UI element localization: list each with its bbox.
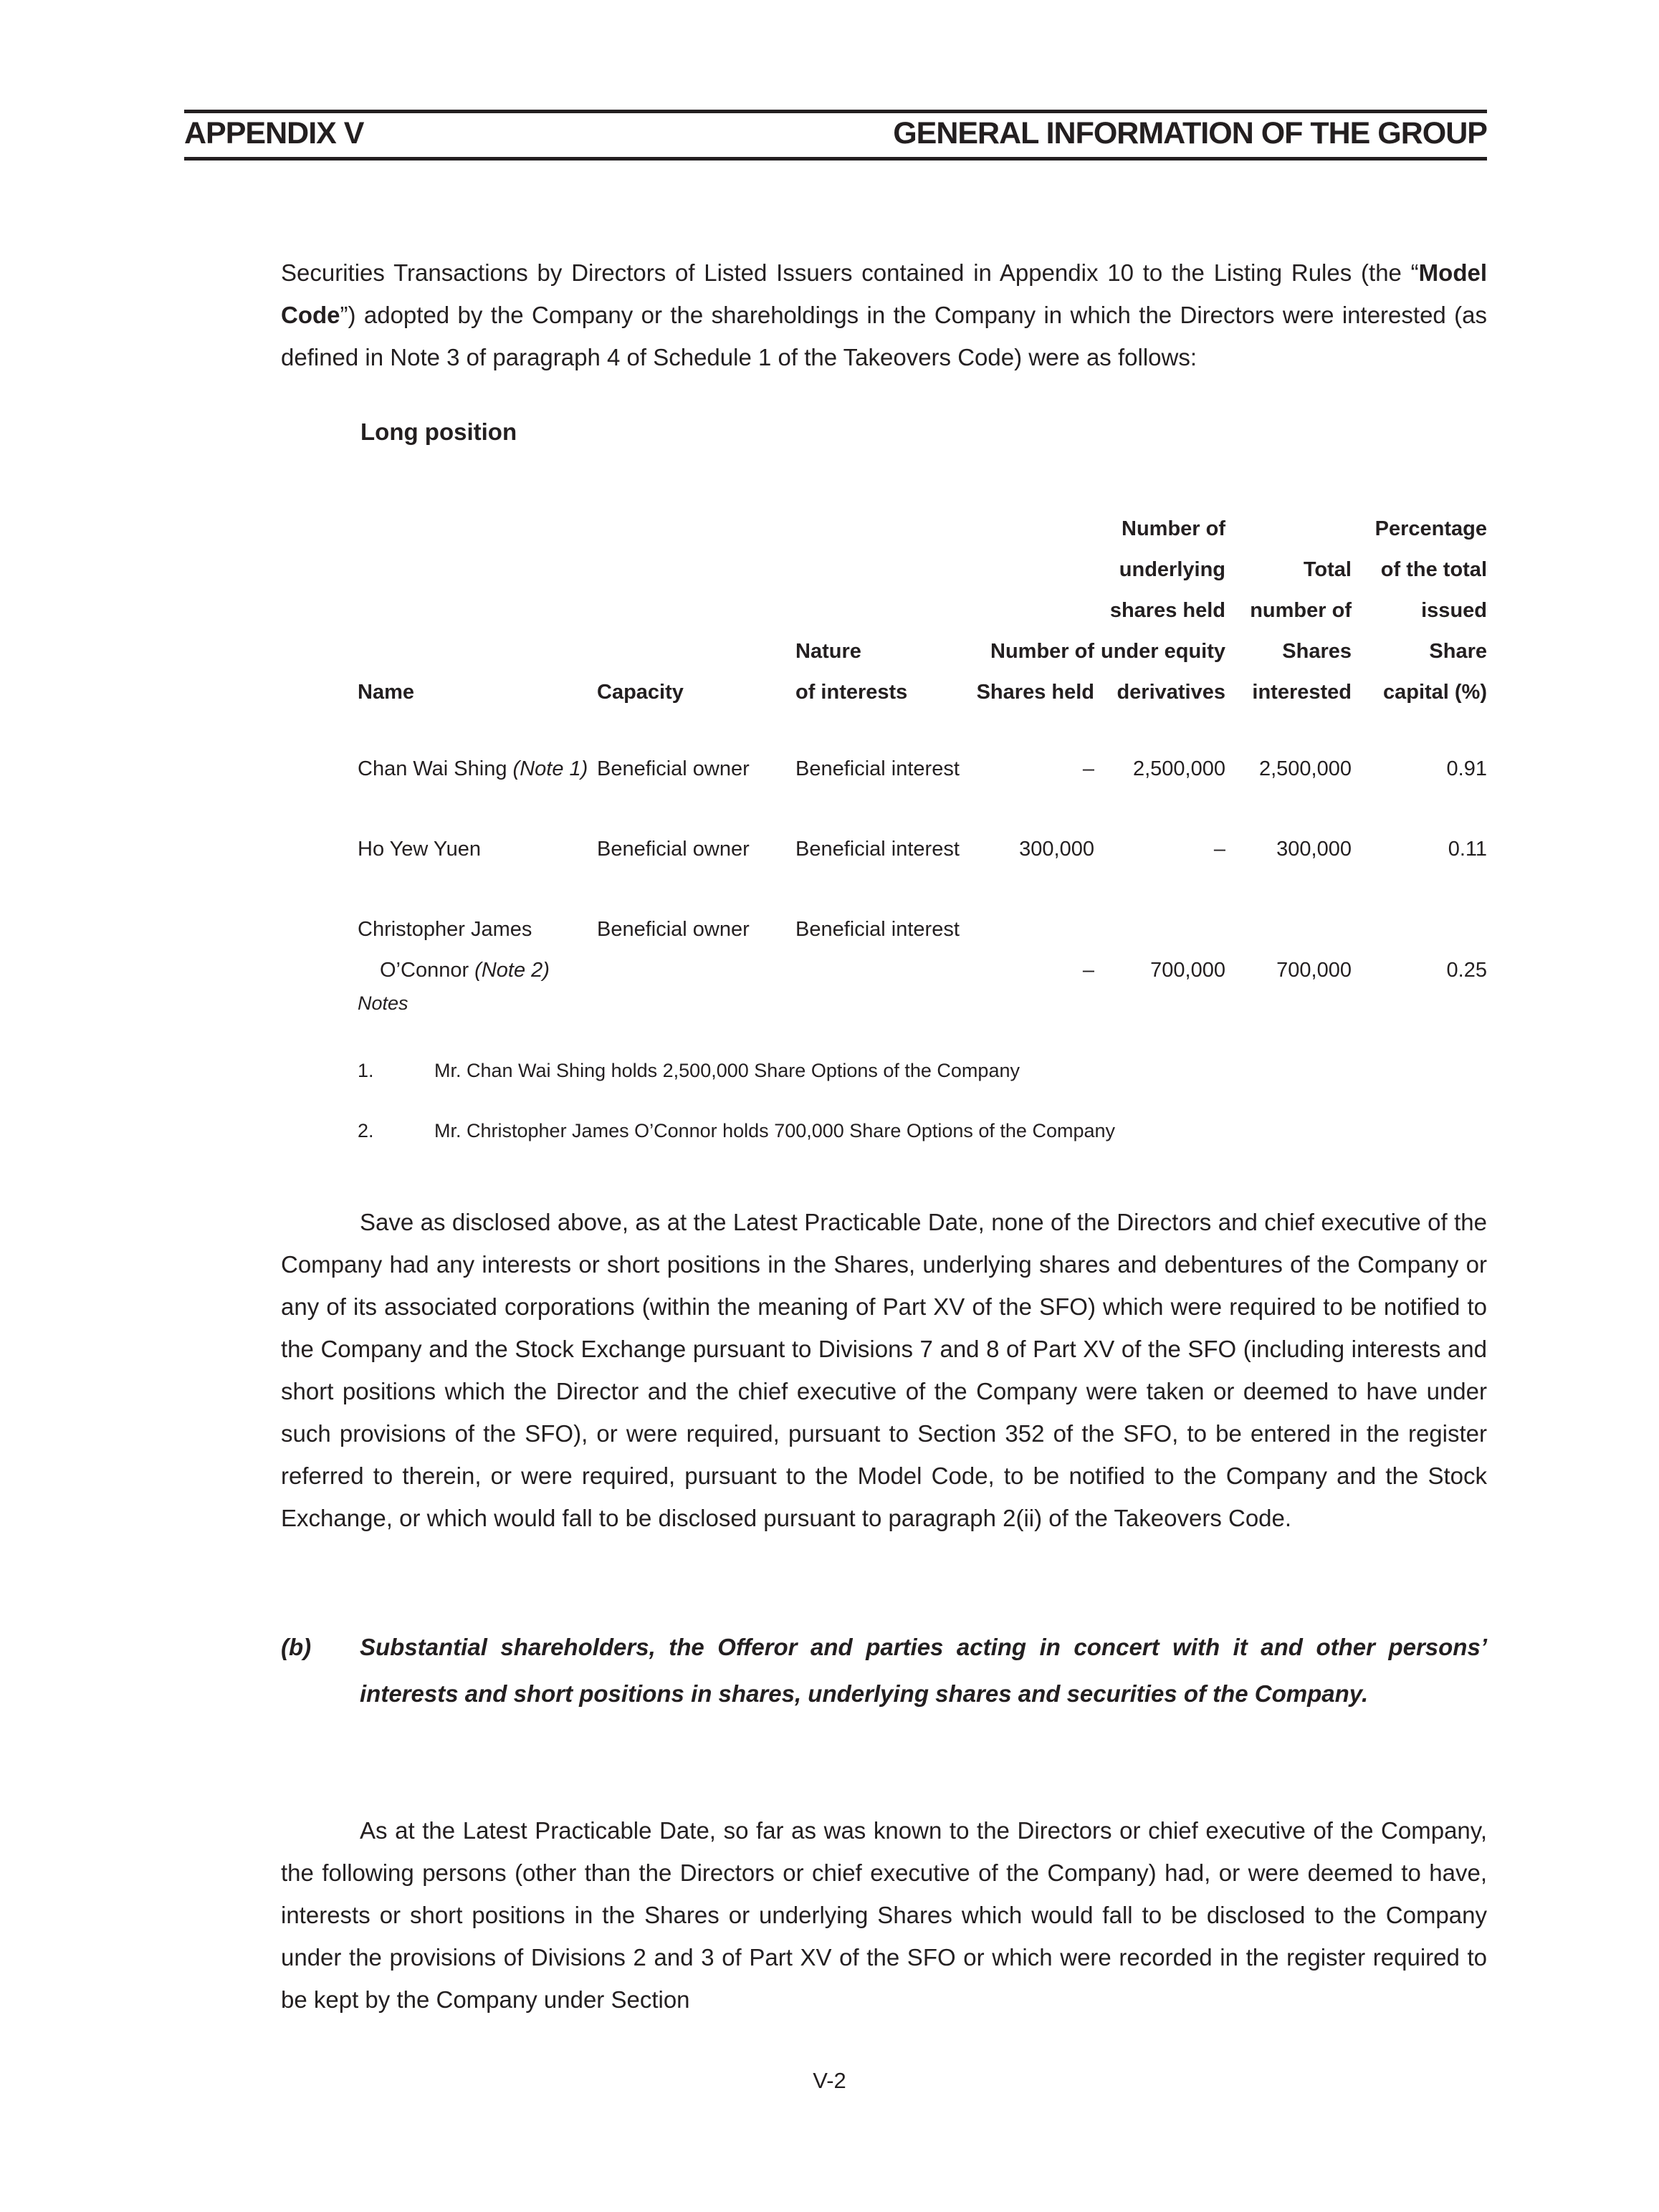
row-nature: Beneficial interest: [795, 757, 960, 780]
row-name: Chan Wai Shing (Note 1): [358, 757, 588, 780]
row-capacity: Beneficial owner: [597, 757, 750, 780]
section-b-heading: [281, 1624, 1487, 1717]
note-number: 2.: [358, 1120, 374, 1141]
save-as-disclosed-paragraph: Save as disclosed above, as at the Latest Practicable Date, none of the Directors and chief executive of the Company had any interests or short positions in the Shares, underlying shares and debentures of the Company or any of its associated corporations (within the meaning of Part XV of the SFO) which were required to be notified to the Company and the Stock Exchange pursuant to Divisions 7 and 8 of Part XV of the SFO (including interests and short positions which the Director and the chief executive of the Company were taken or deemed to have under such provisions of the SFO), or were required, pursuant to Section 352 of the SFO, to be entered in the register referred to therein, or were required, pursuant to the Model Code, to be notified to the Company and the Stock Exchange, or which would fall to be disclosed pursuant to paragraph 2(ii) of the Takeovers Code.: [281, 1209, 1487, 1531]
col-header-name: Name: [358, 681, 414, 704]
col-header-underlying: Number of underlying shares held under equity derivatives: [1100, 517, 1225, 704]
row-name: Ho Yew Yuen: [358, 838, 482, 861]
appendix-label: APPENDIX V: [184, 116, 364, 150]
row-percentage: 0.11: [1448, 838, 1487, 861]
intro-text-1: Securities Transactions by Directors of Listed Issuers contained in Appendix 10 to the Listing Rules (the “: [281, 259, 1419, 286]
row-nature: Beneficial interest: [795, 918, 960, 941]
table-row: [358, 749, 1487, 790]
section-b-text: Substantial shareholders, the Offeror and parties acting in concert with it and other persons’ interests and short positions in shares, underlying shares and securities of the Company.: [360, 1634, 1487, 1707]
row-nature: Beneficial interest: [795, 838, 960, 861]
as-at-paragraph: As at the Latest Practicable Date, so far as was known to the Directors or chief executive of the Company, the following persons (other than the Directors or chief executive of the Company) had, or were deemed to have, interests or short positions in the Shares or underlying Shares which would fall to be disclosed to the Company under the provisions of Divisions 2 and 3 of Part XV of the SFO or which were recorded in the register required to be kept by the Company under Section: [281, 1817, 1487, 2013]
row-total: 2,500,000: [1258, 757, 1352, 780]
page-header-title: GENERAL INFORMATION OF THE GROUP: [893, 116, 1487, 150]
section-b-label: (b): [281, 1634, 312, 1660]
row-underlying: 2,500,000: [1132, 757, 1225, 780]
col-header-total: Total number of Shares interested: [1250, 558, 1352, 704]
row-shares-held: –: [1082, 757, 1094, 780]
note-reference: (Note 1): [512, 757, 588, 780]
long-position-heading: Long position: [360, 418, 517, 445]
long-position-table: [358, 509, 1487, 991]
col-header-capacity: Capacity: [597, 681, 684, 704]
header-rule-top: [184, 110, 1487, 113]
col-header-percentage: Percentage of the total issued Share capital (%): [1374, 517, 1487, 704]
intro-paragraph: [281, 252, 1487, 378]
table-header-row: [358, 509, 1487, 713]
note-reference: (Note 2): [474, 959, 550, 982]
notes-section: [358, 991, 1487, 1143]
col-header-nature: Nature of interests: [795, 640, 908, 704]
note-text: Mr. Christopher James O’Connor holds 700,000 Share Options of the Company: [434, 1120, 1115, 1141]
note-item: [358, 1119, 1487, 1143]
model-code-term: Model Code: [281, 259, 1487, 328]
page-header: [184, 115, 1487, 152]
note-item: [358, 1058, 1487, 1083]
row-percentage: 0.91: [1446, 757, 1487, 780]
notes-label: Notes: [358, 992, 408, 1014]
row-total: 700,000: [1276, 959, 1352, 982]
page-number: V-2: [813, 2068, 846, 2093]
row-name: Christopher James O’Connor (Note 2): [358, 918, 550, 982]
row-shares-held: 300,000: [1019, 838, 1094, 861]
row-capacity: Beneficial owner: [597, 918, 750, 941]
row-capacity: Beneficial owner: [597, 838, 750, 861]
header-rule-bottom: [184, 157, 1487, 161]
note-text: Mr. Chan Wai Shing holds 2,500,000 Share Options of the Company: [434, 1060, 1020, 1081]
col-header-shares-held: Number of Shares held: [976, 640, 1094, 704]
note-number: 1.: [358, 1060, 374, 1081]
row-underlying: 700,000: [1150, 959, 1225, 982]
table-row: [358, 909, 1487, 991]
row-underlying: –: [1213, 838, 1225, 861]
row-total: 300,000: [1276, 838, 1352, 861]
table-row: [358, 829, 1487, 870]
intro-text-2: ”) adopted by the Company or the shareholdings in the Company in which the Directors were interested (as defined in Note 3 of paragraph 4 of Schedule 1 of the Takeovers Code) were as follows:: [281, 302, 1487, 370]
row-percentage: 0.25: [1446, 959, 1487, 982]
row-shares-held: –: [1082, 959, 1094, 982]
